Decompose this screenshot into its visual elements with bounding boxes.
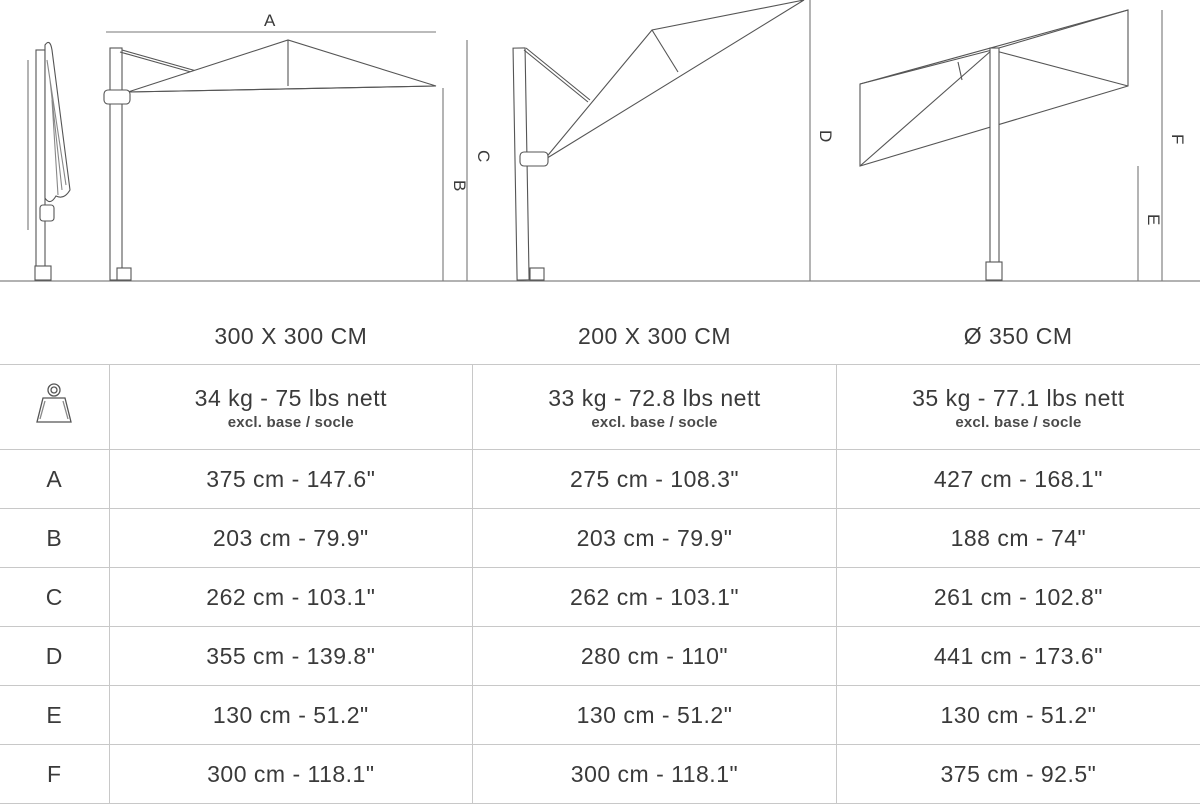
column-header: Ø 350 CM bbox=[963, 322, 1073, 349]
row-label: E bbox=[0, 686, 109, 745]
table-row bbox=[0, 745, 1200, 804]
dimension-label-a: A bbox=[264, 11, 276, 30]
umbrella-dimension-diagram bbox=[0, 0, 1200, 290]
column-header: 200 X 300 CM bbox=[577, 322, 731, 349]
weight-cell bbox=[473, 365, 837, 450]
weight-row bbox=[0, 365, 1200, 450]
table-cell: 262 cm - 103.1" bbox=[109, 568, 473, 627]
row-label: D bbox=[0, 627, 109, 686]
row-label: A bbox=[0, 450, 109, 509]
table-cell: 300 cm - 118.1" bbox=[109, 745, 473, 804]
table-row bbox=[0, 686, 1200, 745]
table-row bbox=[0, 509, 1200, 568]
dimension-label-e: E bbox=[1144, 214, 1163, 226]
center-pole-umbrella-illustration bbox=[860, 10, 1162, 281]
table-header-corner bbox=[0, 308, 109, 365]
table-cell: 300 cm - 118.1" bbox=[473, 745, 837, 804]
cantilever-open-illustration bbox=[104, 32, 467, 281]
table-cell: 203 cm - 79.9" bbox=[473, 509, 837, 568]
dimension-label-c: C bbox=[474, 150, 493, 163]
table-cell: 130 cm - 51.2" bbox=[109, 686, 473, 745]
table-cell: 441 cm - 173.6" bbox=[836, 627, 1200, 686]
table-row bbox=[0, 627, 1200, 686]
dimension-label-d: D bbox=[816, 130, 835, 143]
dimension-label-f: F bbox=[1168, 134, 1187, 145]
table-cell: 275 cm - 108.3" bbox=[473, 450, 837, 509]
dimension-label-b: B bbox=[450, 180, 469, 192]
table-cell: 261 cm - 102.8" bbox=[836, 568, 1200, 627]
weight-note: excl. base / socle bbox=[227, 413, 354, 431]
table-cell: 130 cm - 51.2" bbox=[836, 686, 1200, 745]
weight-cell bbox=[836, 365, 1200, 450]
table-cell: 188 cm - 74" bbox=[836, 509, 1200, 568]
weight-icon-cell bbox=[0, 365, 109, 450]
table-row bbox=[0, 450, 1200, 509]
table-cell: 280 cm - 110" bbox=[473, 627, 837, 686]
weight-value: 33 kg - 72.8 lbs nett bbox=[548, 384, 761, 411]
table-header-row bbox=[0, 308, 1200, 365]
weight-note: excl. base / socle bbox=[591, 413, 718, 431]
table-cell: 375 cm - 147.6" bbox=[109, 450, 473, 509]
table-cell: 375 cm - 92.5" bbox=[836, 745, 1200, 804]
table-cell: 427 cm - 168.1" bbox=[836, 450, 1200, 509]
table-cell: 130 cm - 51.2" bbox=[473, 686, 837, 745]
weight-cell bbox=[109, 365, 473, 450]
weight-icon bbox=[31, 381, 77, 427]
table-cell: 203 cm - 79.9" bbox=[109, 509, 473, 568]
column-header: 300 X 300 CM bbox=[214, 322, 368, 349]
weight-value: 34 kg - 75 lbs nett bbox=[194, 384, 387, 411]
table-cell: 355 cm - 139.8" bbox=[109, 627, 473, 686]
row-label: B bbox=[0, 509, 109, 568]
specifications-table bbox=[0, 308, 1200, 804]
table-row bbox=[0, 568, 1200, 627]
weight-value: 35 kg - 77.1 lbs nett bbox=[912, 384, 1125, 411]
table-cell: 262 cm - 103.1" bbox=[473, 568, 837, 627]
row-label: F bbox=[0, 745, 109, 804]
closed-umbrella-illustration bbox=[28, 42, 70, 280]
cantilever-tilted-illustration bbox=[513, 0, 810, 281]
weight-note: excl. base / socle bbox=[955, 413, 1082, 431]
row-label: C bbox=[0, 568, 109, 627]
